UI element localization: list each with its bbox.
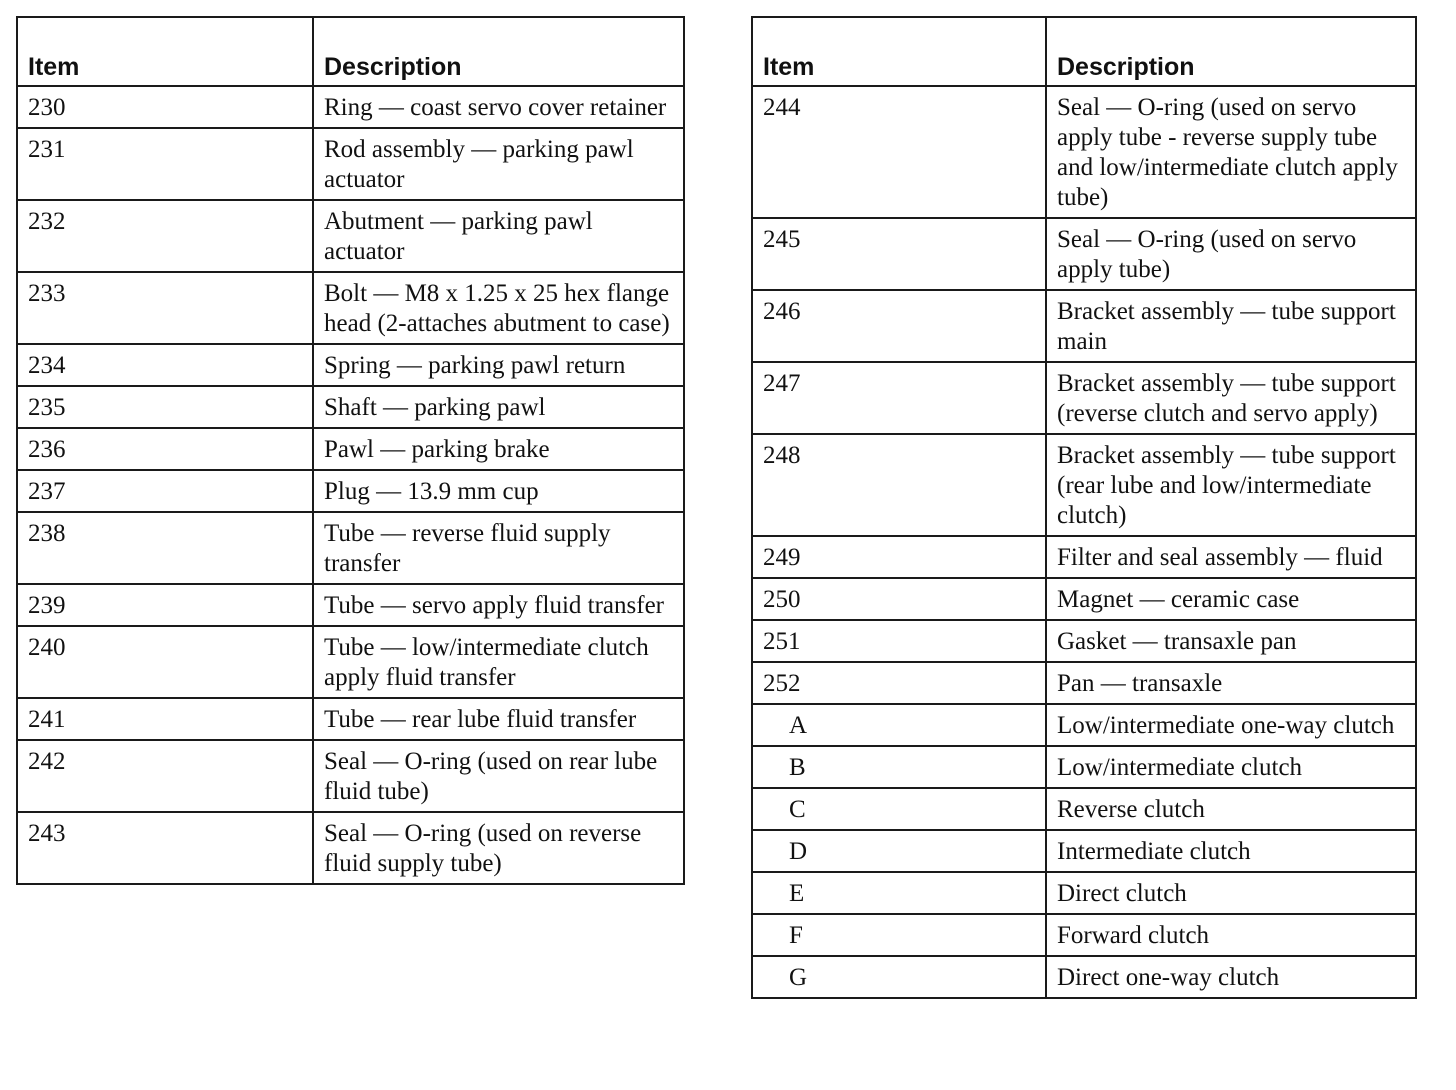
item-description-cell: Direct one-way clutch <box>1046 956 1416 998</box>
item-description-cell: Tube — low/intermediate clutch apply fluid transfer <box>313 626 684 698</box>
description-column-header: Description <box>313 17 684 86</box>
table-row <box>752 362 1416 434</box>
item-description-cell: Bracket assembly — tube support (rear lube and low/intermediate clutch) <box>1046 434 1416 536</box>
item-number-cell: 235 <box>17 386 313 428</box>
item-description-cell: Direct clutch <box>1046 872 1416 914</box>
table-row <box>752 620 1416 662</box>
table-row <box>17 626 684 698</box>
item-description-cell: Rod assembly — parking pawl actuator <box>313 128 684 200</box>
table-row <box>752 578 1416 620</box>
item-number-cell: 245 <box>752 218 1046 290</box>
item-number-cell: 231 <box>17 128 313 200</box>
table-row <box>752 872 1416 914</box>
item-number-cell: 230 <box>17 86 313 128</box>
item-number-cell: 250 <box>752 578 1046 620</box>
item-number-cell: G <box>752 956 1046 998</box>
table-row <box>17 386 684 428</box>
table-header-row <box>752 17 1416 86</box>
item-number-cell: D <box>752 830 1046 872</box>
item-description-cell: Filter and seal assembly — fluid <box>1046 536 1416 578</box>
table-row <box>17 584 684 626</box>
table-row <box>17 812 684 884</box>
table-row <box>752 290 1416 362</box>
table-row <box>752 704 1416 746</box>
item-column-header: Item <box>752 17 1046 86</box>
item-description-cell: Seal — O-ring (used on servo apply tube - reverse supply tube and low/intermediate clutch apply tube) <box>1046 86 1416 218</box>
item-description-cell: Tube — reverse fluid supply transfer <box>313 512 684 584</box>
item-number-cell: 239 <box>17 584 313 626</box>
item-description-cell: Reverse clutch <box>1046 788 1416 830</box>
item-description-cell: Tube — rear lube fluid transfer <box>313 698 684 740</box>
item-description-cell: Plug — 13.9 mm cup <box>313 470 684 512</box>
table-row <box>752 830 1416 872</box>
table-row <box>752 86 1416 218</box>
item-number-cell: 244 <box>752 86 1046 218</box>
table-row <box>752 434 1416 536</box>
description-column-header: Description <box>1046 17 1416 86</box>
item-description-cell: Bolt — M8 x 1.25 x 25 hex flange head (2-attaches abutment to case) <box>313 272 684 344</box>
item-description-cell: Gasket — transaxle pan <box>1046 620 1416 662</box>
item-number-cell: 242 <box>17 740 313 812</box>
table-row <box>17 86 684 128</box>
table-row <box>17 428 684 470</box>
item-number-cell: 243 <box>17 812 313 884</box>
item-description-cell: Shaft — parking pawl <box>313 386 684 428</box>
item-description-cell: Tube — servo apply fluid transfer <box>313 584 684 626</box>
item-description-cell: Intermediate clutch <box>1046 830 1416 872</box>
item-number-cell: 240 <box>17 626 313 698</box>
item-description-cell: Spring — parking pawl return <box>313 344 684 386</box>
item-number-cell: 252 <box>752 662 1046 704</box>
item-number-cell: 232 <box>17 200 313 272</box>
item-description-cell: Bracket assembly — tube support (reverse clutch and servo apply) <box>1046 362 1416 434</box>
table-row <box>752 536 1416 578</box>
item-description-cell: Magnet — ceramic case <box>1046 578 1416 620</box>
item-number-cell: 234 <box>17 344 313 386</box>
parts-table-left <box>16 16 685 885</box>
table-row <box>752 788 1416 830</box>
item-number-cell: 246 <box>752 290 1046 362</box>
table-row <box>17 740 684 812</box>
item-description-cell: Forward clutch <box>1046 914 1416 956</box>
item-description-cell: Seal — O-ring (used on rear lube fluid tube) <box>313 740 684 812</box>
item-number-cell: 249 <box>752 536 1046 578</box>
table-row <box>17 470 684 512</box>
item-number-cell: B <box>752 746 1046 788</box>
table-row <box>17 272 684 344</box>
item-description-cell: Low/intermediate clutch <box>1046 746 1416 788</box>
item-number-cell: 248 <box>752 434 1046 536</box>
item-number-cell: 241 <box>17 698 313 740</box>
item-description-cell: Abutment — parking pawl actuator <box>313 200 684 272</box>
table-header-row <box>17 17 684 86</box>
table-row <box>17 200 684 272</box>
item-column-header: Item <box>17 17 313 86</box>
item-number-cell: 247 <box>752 362 1046 434</box>
parts-table-right <box>751 16 1417 999</box>
item-description-cell: Bracket assembly — tube support main <box>1046 290 1416 362</box>
table-row <box>17 512 684 584</box>
item-number-cell: F <box>752 914 1046 956</box>
item-number-cell: 236 <box>17 428 313 470</box>
table-row <box>752 662 1416 704</box>
item-description-cell: Seal — O-ring (used on servo apply tube) <box>1046 218 1416 290</box>
table-row <box>17 128 684 200</box>
table-row <box>17 344 684 386</box>
item-number-cell: 233 <box>17 272 313 344</box>
item-description-cell: Pawl — parking brake <box>313 428 684 470</box>
item-number-cell: 251 <box>752 620 1046 662</box>
table-row <box>17 698 684 740</box>
table-row <box>752 218 1416 290</box>
item-number-cell: A <box>752 704 1046 746</box>
item-number-cell: E <box>752 872 1046 914</box>
item-number-cell: 238 <box>17 512 313 584</box>
table-row <box>752 746 1416 788</box>
item-description-cell: Low/intermediate one-way clutch <box>1046 704 1416 746</box>
table-row <box>752 914 1416 956</box>
item-description-cell: Seal — O-ring (used on reverse fluid supply tube) <box>313 812 684 884</box>
table-row <box>752 956 1416 998</box>
item-description-cell: Pan — transaxle <box>1046 662 1416 704</box>
item-number-cell: C <box>752 788 1046 830</box>
item-description-cell: Ring — coast servo cover retainer <box>313 86 684 128</box>
item-number-cell: 237 <box>17 470 313 512</box>
